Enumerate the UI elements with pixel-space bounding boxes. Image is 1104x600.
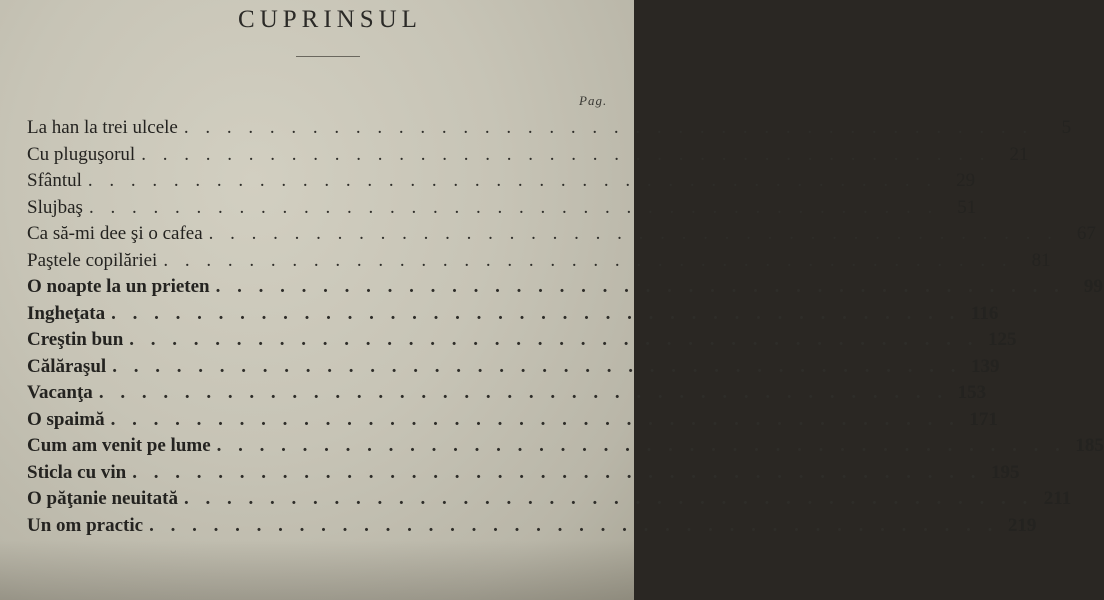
toc-entry-page-number: 51 — [957, 196, 977, 218]
toc-entry-title: Ingheţata — [27, 302, 106, 324]
toc-entry — [27, 435, 1104, 462]
table-of-contents — [27, 117, 1104, 541]
toc-entry-title: Cum am venit pe lume — [27, 435, 211, 456]
toc-entry-title: O spaimă — [27, 408, 105, 430]
toc-dot-leader: . . . . . . . . . . . . . . . . . . . . . . . . . . . . . . . . . . . . . . . . — [149, 514, 999, 536]
toc-entry — [27, 461, 1020, 489]
toc-entry-title: Călăraşul — [27, 355, 107, 377]
toc-entry-title: Ca să-mi dee şi o cafea — [27, 223, 203, 244]
toc-entry-page-number: 99 — [1083, 276, 1103, 297]
toc-entry-page-number: 171 — [969, 408, 998, 430]
toc-dot-leader: . . . . . . . . . . . . . . . . . . . . . . . . . . . . . . . . . . . . . . . . — [88, 196, 939, 218]
toc-entry-title: Cu pluguşorul — [27, 143, 136, 165]
toc-entry-page-number: 125 — [988, 329, 1017, 350]
title-divider — [296, 56, 360, 57]
toc-entry — [27, 196, 977, 224]
toc-entry-page-number: 139 — [970, 355, 1000, 377]
page-title: CUPRINSUL — [238, 6, 422, 33]
page-shadow — [0, 540, 634, 600]
toc-entry-page-number: 195 — [990, 461, 1020, 483]
toc-entry-title: Creştin bun — [27, 329, 124, 350]
toc-entry — [27, 408, 998, 436]
toc-dot-leader: . . . . . . . . . . . . . . . . . . . . . . . . . . . . . . . . . . . . . . . . — [132, 461, 982, 483]
toc-entry-page-number: 5 — [1061, 117, 1072, 138]
toc-entry-page-number: 21 — [1009, 143, 1029, 165]
toc-dot-leader: . . . . . . . . . . . . . . . . . . . . . . . . . . . . . . . . . . . . . . . . — [87, 170, 938, 191]
toc-dot-leader: . . . . . . . . . . . . . . . . . . . . . . . . . . . . . . . . . . . . . . . . — [111, 302, 961, 324]
toc-dot-leader: . . . . . . . . . . . . . . . . . . . . . . . . . . . . . . . . . . . . . . . . — [183, 488, 1034, 509]
toc-entry-page-number: 153 — [957, 382, 987, 403]
toc-dot-leader: . . . . . . . . . . . . . . . . . . . . . . . . . . . . . . . . . . . . . . . . — [216, 435, 1066, 456]
toc-entry-title: O păţanie neuitată — [27, 488, 178, 509]
toc-entry-title: Paştele copilăriei — [27, 249, 158, 271]
toc-entry — [27, 117, 1072, 144]
toc-entry — [27, 355, 1000, 383]
toc-entry-page-number: 219 — [1007, 514, 1037, 536]
toc-entry-page-number: 81 — [1031, 249, 1051, 271]
toc-entry-page-number: 185 — [1075, 435, 1104, 456]
toc-entry — [27, 170, 976, 197]
toc-entry — [27, 514, 1037, 542]
toc-entry-page-number: 211 — [1043, 488, 1072, 509]
toc-entry-title: Sfântul — [27, 170, 82, 191]
toc-entry — [27, 276, 1103, 303]
toc-entry — [27, 143, 1029, 171]
toc-dot-leader: . . . . . . . . . . . . . . . . . . . . . . . . . . . . . . . . . . . . . . . . — [163, 249, 1013, 271]
toc-entry-page-number: 29 — [956, 170, 976, 191]
toc-dot-leader: . . . . . . . . . . . . . . . . . . . . . . . . . . . . . . . . . . . . . . . . — [208, 223, 1058, 244]
toc-entry — [27, 223, 1096, 250]
toc-dot-leader: . . . . . . . . . . . . . . . . . . . . . . . . . . . . . . . . . . . . . . . . — [98, 382, 949, 403]
toc-entry-title: Un om practic — [27, 514, 144, 536]
toc-entry-title: O noapte la un prieten — [27, 276, 210, 297]
toc-entry — [27, 329, 1017, 356]
toc-entry — [27, 382, 987, 409]
toc-entry — [27, 249, 1051, 277]
toc-dot-leader: . . . . . . . . . . . . . . . . . . . . . . . . . . . . . . . . . . . . . . . . — [215, 276, 1065, 297]
toc-dot-leader: . . . . . . . . . . . . . . . . . . . . . . . . . . . . . . . . . . . . . . . . — [112, 355, 962, 377]
toc-dot-leader: . . . . . . . . . . . . . . . . . . . . . . . . . . . . . . . . . . . . . . . . — [141, 143, 991, 165]
toc-entry-title: Slujbaş — [27, 196, 83, 218]
toc-dot-leader: . . . . . . . . . . . . . . . . . . . . . . . . . . . . . . . . . . . . . . . . — [110, 408, 960, 430]
toc-dot-leader: . . . . . . . . . . . . . . . . . . . . . . . . . . . . . . . . . . . . . . . . — [129, 329, 979, 350]
toc-entry-page-number: 67 — [1076, 223, 1096, 244]
page-column-label: Pag. — [579, 93, 608, 108]
toc-entry-page-number: 116 — [970, 302, 999, 324]
toc-entry — [27, 488, 1072, 515]
toc-dot-leader: . . . . . . . . . . . . . . . . . . . . . . . . . . . . . . . . . . . . . . . . — [183, 117, 1034, 138]
toc-entry-title: Vacanţa — [27, 382, 93, 403]
toc-entry-title: La han la trei ulcele — [27, 117, 178, 138]
toc-entry-title: Sticla cu vin — [27, 461, 127, 483]
toc-entry — [27, 302, 999, 330]
